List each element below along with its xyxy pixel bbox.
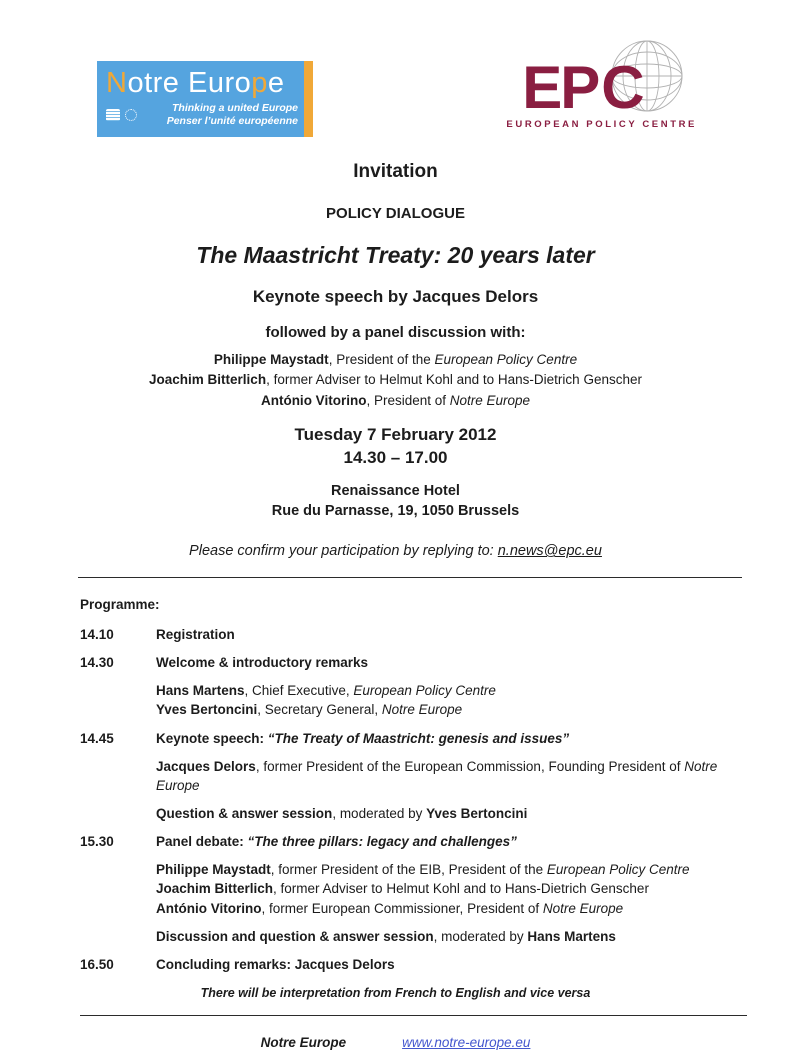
panelist-line: António Vitorino, President of Notre Europe (260, 392, 531, 408)
programme-content (156, 955, 746, 975)
venue-address: Rue du Parnasse, 19, 1050 Brussels (271, 502, 520, 519)
event-type-heading: POLICY DIALOGUE (326, 205, 465, 222)
invitation-heading: Invitation (353, 161, 438, 182)
programme-row (80, 832, 746, 946)
panelist-line: Joachim Bitterlich, former Adviser to Helmut Kohl and to Hans-Dietrich Genscher (149, 372, 642, 388)
programme-paragraph (156, 927, 746, 947)
programme-time: 14.10 (80, 626, 114, 642)
eu-stars-circle-icon (125, 109, 137, 121)
footer-website-link[interactable]: www.notre-europe.eu (402, 1034, 531, 1050)
programme-row (80, 625, 746, 645)
programme-line: Joachim Bitterlich, former Adviser to Helmut Kohl and to Hans-Dietrich Genscher (156, 881, 649, 897)
epc-c-globe (601, 46, 681, 121)
panelist-list (0, 350, 791, 411)
programme-content (156, 625, 746, 645)
panel-intro-line: followed by a panel discussion with: (265, 324, 526, 341)
programme-paragraph (156, 860, 746, 919)
document-lines-icon (106, 109, 120, 121)
programme-line: Discussion and question & answer session, moderated by Hans Martens (156, 928, 616, 944)
epc-logo (506, 46, 697, 130)
footer-org-name: Notre Europe (260, 1034, 347, 1050)
tagline-fr: Penser l’unité européenne (166, 115, 298, 128)
page-footer (0, 1035, 791, 1050)
programme-item-title: Registration (156, 626, 235, 642)
divider-bottom (80, 1015, 747, 1016)
programme-paragraph (156, 804, 746, 824)
epc-letters-ep: EP (522, 54, 599, 121)
programme-paragraph (156, 757, 746, 796)
programme-line: Jacques Delors, former President of the European Commission, Founding President of Notre Europe (156, 758, 718, 794)
keynote-line: Keynote speech by Jacques Delors (252, 287, 539, 306)
programme-content (156, 729, 746, 823)
programme-content (156, 832, 746, 946)
interpretation-note: There will be interpretation from French to English and vice versa (200, 985, 591, 1000)
programme-time: 14.30 (80, 655, 114, 671)
programme-item-title: Panel debate: “The three pillars: legacy and challenges” (156, 834, 517, 850)
programme-item-title: Welcome & introductory remarks (156, 655, 369, 671)
divider-top (78, 577, 742, 578)
event-title: The Maastricht Treaty: 20 years later (196, 242, 595, 268)
event-date: Tuesday 7 February 2012 (294, 424, 497, 444)
programme-line: Yves Bertoncini, Secretary General, Notre Europe (156, 702, 463, 718)
panelist-line: Philippe Maystadt, President of the European Policy Centre (213, 352, 578, 367)
programme-label: Programme: (80, 597, 160, 613)
programme-line: Hans Martens, Chief Executive, European Policy Centre (156, 682, 496, 698)
programme-line: António Vitorino, former European Commissioner, President of Notre Europe (156, 900, 624, 916)
epc-wordmark (522, 46, 681, 121)
notre-europe-taglines (142, 102, 301, 128)
notre-europe-logo-title: Notre Europe (106, 66, 285, 99)
programme-time: 14.45 (80, 731, 114, 747)
notre-europe-logo-body (97, 61, 304, 137)
venue-name: Renaissance Hotel (331, 482, 460, 499)
logo-header (0, 0, 791, 137)
tagline-en: Thinking a united Europe (172, 102, 298, 115)
venue-block (0, 481, 791, 522)
programme-row (80, 955, 746, 975)
programme-item-title: Keynote speech: “The Treaty of Maastricht: genesis and issues” (156, 731, 570, 747)
programme-line: Question & answer session, moderated by Yves Bertoncini (156, 805, 528, 821)
epc-letter-c: C (601, 54, 643, 121)
programme-time: 15.30 (80, 834, 114, 850)
programme-item-title: Concluding remarks: Jacques Delors (156, 957, 395, 973)
programme-section (80, 595, 746, 974)
event-time: 14.30 – 17.00 (343, 447, 448, 467)
programme-items (80, 625, 746, 975)
programme-row (80, 653, 746, 720)
programme-time: 16.50 (80, 957, 114, 973)
rsvp-line: Please confirm your participation by replying to: n.news@epc.eu (189, 543, 602, 560)
notre-europe-logo (97, 61, 313, 137)
date-block (0, 424, 791, 470)
programme-content (156, 653, 746, 720)
programme-line: Philippe Maystadt, former President of the EIB, President of the European Policy Centre (156, 861, 690, 877)
epc-caption: EUROPEAN POLICY CENTRE (506, 119, 697, 130)
programme-paragraph (156, 681, 746, 720)
orange-stripe (304, 61, 313, 137)
notre-europe-logo-subrow (106, 102, 301, 128)
programme-row (80, 729, 746, 823)
confirm-email-link[interactable]: n.news@epc.eu (497, 543, 602, 560)
